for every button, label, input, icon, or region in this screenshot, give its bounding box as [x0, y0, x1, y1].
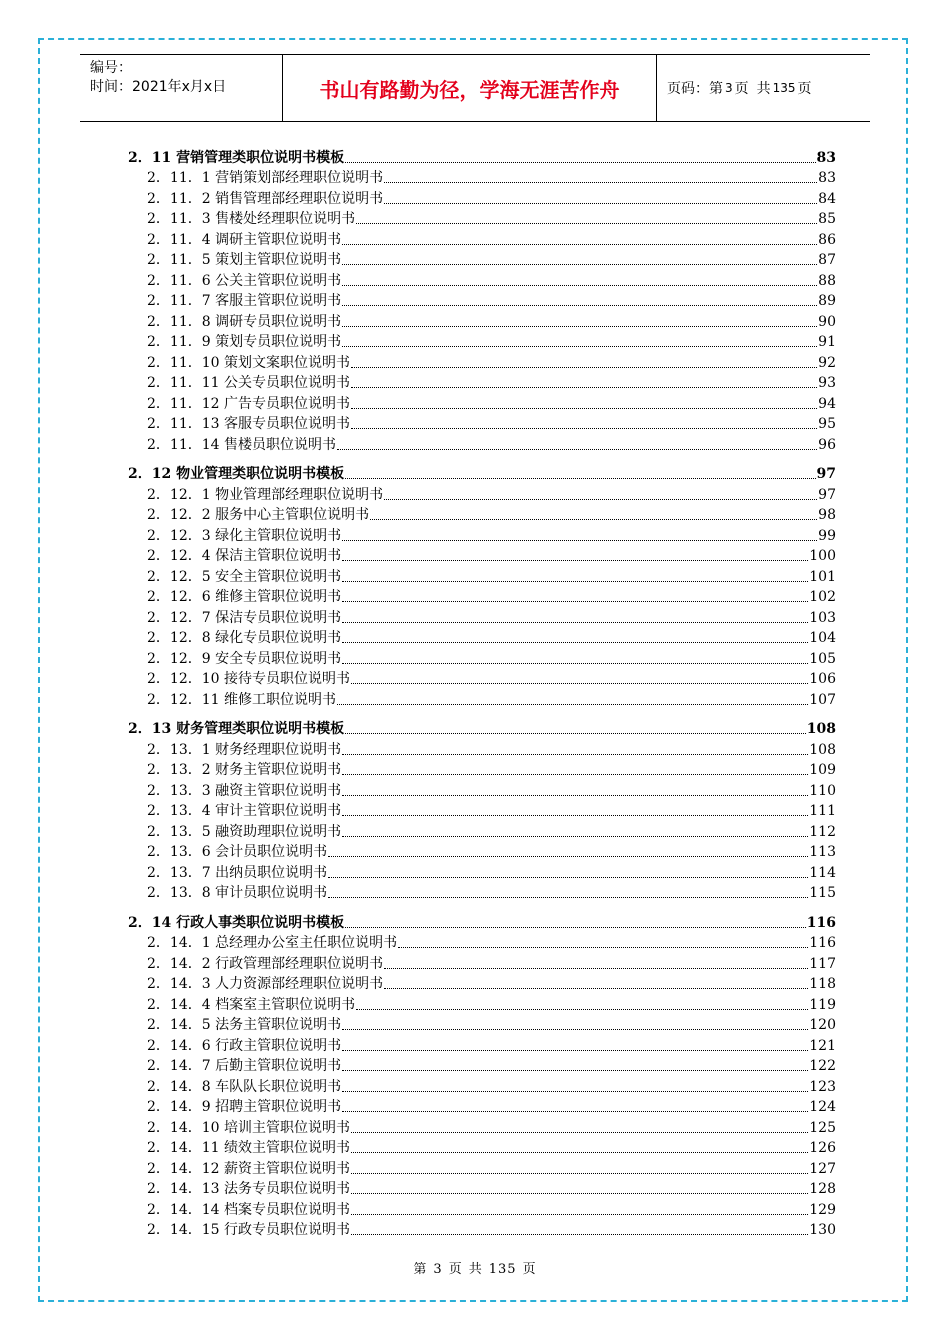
toc-dot-leader [345, 927, 806, 928]
toc-page-number: 117 [809, 955, 836, 972]
toc-entry-link[interactable] [128, 310, 836, 331]
toc-entry-link[interactable] [128, 1116, 836, 1137]
toc-entry-link[interactable] [128, 738, 836, 759]
toc-dot-leader [356, 1009, 808, 1010]
toc-page-number: 126 [809, 1140, 836, 1156]
document-time-label: 时间：2021年x月x日 [90, 79, 227, 95]
toc-entry-link[interactable] [128, 1096, 836, 1117]
toc-entry-link[interactable] [128, 882, 836, 903]
toc-entry-link[interactable] [128, 1075, 836, 1096]
toc-dot-leader [342, 815, 808, 816]
toc-entry-link[interactable] [128, 1219, 836, 1240]
toc-page-number: 83 [818, 170, 836, 186]
toc-entry-link[interactable] [128, 759, 836, 780]
toc-entry-title: 2．12．2 服务中心主管职位说明书 [147, 507, 370, 523]
toc-entry-title: 2．13 财务管理类职位说明书模板 [128, 721, 345, 737]
toc-entry-link[interactable] [128, 483, 836, 504]
toc-entry-title: 2．13．8 审计员职位说明书 [147, 885, 328, 901]
toc-page-number: 103 [809, 609, 836, 626]
toc-entry-link[interactable] [128, 1034, 836, 1055]
toc-entry-link[interactable] [128, 433, 836, 454]
toc-entry-title: 2．14．4 档案室主管职位说明书 [147, 996, 356, 1013]
toc-entry-title: 2．12．9 安全专员职位说明书 [147, 650, 342, 667]
toc-page-number: 110 [809, 782, 836, 799]
toc-dot-leader [345, 162, 815, 163]
toc-entry-title: 2．13．7 出纳员职位说明书 [147, 864, 328, 881]
toc-entry-link[interactable] [128, 228, 836, 249]
toc-entry-title: 2．12．4 保洁主管职位说明书 [147, 548, 342, 564]
toc-dot-leader [342, 601, 808, 602]
total-pages: 135 [772, 81, 796, 95]
toc-entry-title: 2．13．2 财务主管职位说明书 [147, 762, 342, 778]
toc-entry-link[interactable] [128, 668, 836, 689]
toc-page-number: 97 [816, 466, 836, 482]
toc-entry-link[interactable] [128, 1014, 836, 1035]
toc-page-number: 102 [809, 589, 836, 605]
toc-entry-title: 2．11．11 公关专员职位说明书 [147, 375, 350, 391]
toc-section-link[interactable] [128, 146, 836, 167]
toc-entry-link[interactable] [128, 249, 836, 270]
toc-entry-title: 2．14．10 培训主管职位说明书 [147, 1119, 350, 1136]
toc-entry-title: 2．11．2 销售管理部经理职位说明书 [147, 190, 384, 207]
toc-entry-title: 2．13．3 融资主管职位说明书 [147, 782, 342, 799]
total-unit: 页 [797, 81, 812, 97]
toc-dot-leader [342, 795, 808, 796]
footer-prefix: 第 [413, 1262, 428, 1277]
toc-dot-leader [384, 203, 817, 204]
toc-dot-leader [345, 478, 815, 479]
toc-page-number: 90 [818, 313, 836, 330]
toc-page-number: 84 [818, 190, 836, 207]
toc-entry-title: 2．13．6 会计员职位说明书 [147, 844, 328, 860]
toc-entry-title: 2．14．14 档案专员职位说明书 [147, 1201, 350, 1218]
toc-entry-link[interactable] [128, 269, 836, 290]
toc-entry-title: 2．14 行政人事类职位说明书模板 [128, 914, 345, 931]
toc-page-number: 86 [818, 231, 836, 248]
toc-page-number: 104 [809, 630, 836, 646]
page-header [80, 54, 870, 122]
toc-dot-leader [342, 754, 808, 755]
toc-page-number: 123 [809, 1078, 836, 1095]
toc-dot-leader [342, 1070, 808, 1071]
toc-dot-leader [384, 182, 817, 183]
toc-entry-link[interactable] [128, 331, 836, 352]
footer-total-prefix: 共 [468, 1262, 483, 1277]
toc-page-number: 130 [809, 1222, 836, 1238]
toc-dot-leader [342, 1111, 808, 1112]
toc-dot-leader [351, 1132, 808, 1133]
toc-page-number: 129 [809, 1201, 836, 1218]
header-meta [80, 55, 282, 121]
header-page-info [657, 55, 870, 121]
toc-entry-title: 2．11．10 策划文案职位说明书 [147, 354, 350, 371]
toc-entry-link[interactable] [128, 1055, 836, 1076]
toc-entry-link[interactable] [128, 800, 836, 821]
toc-entry-link[interactable] [128, 627, 836, 648]
toc-page-number: 121 [809, 1037, 836, 1054]
toc-entry-title: 2．12．8 绿化专员职位说明书 [147, 630, 342, 646]
toc-page-number: 116 [809, 935, 836, 951]
toc-entry-title: 2．14．7 后勤主管职位说明书 [147, 1058, 342, 1074]
toc-entry-title: 2．14．8 车队队长职位说明书 [147, 1078, 342, 1095]
toc-dot-leader [351, 428, 817, 429]
toc-dot-leader [328, 897, 808, 898]
toc-page-number: 101 [809, 568, 836, 585]
header-motto: 书山有路勤为径，学海无涯苦作舟 [282, 55, 657, 121]
toc-entry-link[interactable] [128, 688, 836, 709]
toc-page-number: 98 [818, 507, 836, 523]
toc-dot-leader [384, 968, 808, 969]
toc-page-number: 108 [809, 741, 836, 758]
toc-dot-leader [351, 1214, 808, 1215]
table-of-contents [128, 146, 836, 1239]
toc-dot-leader [351, 1152, 808, 1153]
toc-page-number: 92 [818, 354, 836, 371]
toc-entry-link[interactable] [128, 187, 836, 208]
toc-entry-title: 2．11．14 售楼员职位说明书 [147, 436, 336, 453]
toc-entry-link[interactable] [128, 351, 836, 372]
toc-page-number: 116 [806, 914, 836, 931]
toc-dot-leader [342, 581, 808, 582]
toc-entry-title: 2．12．1 物业管理部经理职位说明书 [147, 486, 384, 503]
toc-dot-leader [342, 1091, 808, 1092]
toc-entry-link[interactable] [128, 545, 836, 566]
toc-entry-title: 2．14．5 法务主管职位说明书 [147, 1017, 342, 1033]
toc-page-number: 94 [818, 395, 836, 412]
toc-dot-leader [351, 1173, 808, 1174]
footer-page-number: 3 [433, 1262, 443, 1277]
toc-entry-title: 2．14．3 人力资源部经理职位说明书 [147, 976, 384, 992]
toc-entry-link[interactable] [128, 779, 836, 800]
toc-page-number: 109 [809, 762, 836, 778]
toc-dot-leader [345, 733, 806, 734]
toc-dot-leader [342, 285, 817, 286]
toc-entry-link[interactable] [128, 820, 836, 841]
toc-page-number: 93 [818, 375, 836, 391]
toc-page-number: 113 [809, 844, 836, 860]
toc-dot-leader [342, 326, 817, 327]
toc-entry-title: 2．12．10 接待专员职位说明书 [147, 671, 350, 687]
toc-entry-title: 2．11 营销管理类职位说明书模板 [128, 149, 345, 166]
toc-entry-link[interactable] [128, 1157, 836, 1178]
toc-section-link[interactable] [128, 911, 836, 932]
toc-entry-title: 2．11．6 公关主管职位说明书 [147, 272, 342, 289]
toc-page-number: 107 [809, 691, 836, 708]
toc-dot-leader [342, 560, 808, 561]
footer-total-unit: 页 [522, 1262, 537, 1277]
toc-page-number: 127 [809, 1160, 836, 1177]
toc-entry-title: 2．12 物业管理类职位说明书模板 [128, 466, 345, 482]
toc-dot-leader [384, 499, 817, 500]
toc-entry-title: 2．11．1 营销策划部经理职位说明书 [147, 170, 384, 186]
toc-entry-title: 2．12．7 保洁专员职位说明书 [147, 609, 342, 626]
toc-dot-leader [398, 947, 808, 948]
total-label: 共 [756, 81, 771, 97]
toc-entry-link[interactable] [128, 524, 836, 545]
toc-entry-link[interactable] [128, 586, 836, 607]
toc-dot-leader [342, 774, 808, 775]
toc-entry-title: 2．14．11 绩效主管职位说明书 [147, 1140, 350, 1156]
toc-entry-title: 2．11．13 客服专员职位说明书 [147, 416, 350, 432]
toc-entry-link[interactable] [128, 932, 836, 953]
toc-dot-leader [342, 642, 808, 643]
toc-entry-link[interactable] [128, 565, 836, 586]
toc-dot-leader [342, 244, 817, 245]
toc-page-number: 85 [818, 211, 836, 227]
toc-entry-link[interactable] [128, 993, 836, 1014]
toc-entry-title: 2．14．1 总经理办公室主任职位说明书 [147, 935, 398, 951]
toc-dot-leader [342, 622, 808, 623]
toc-entry-title: 2．11．4 调研主管职位说明书 [147, 231, 342, 248]
toc-dot-leader [384, 988, 808, 989]
toc-page-number: 88 [818, 272, 836, 289]
toc-page-number: 87 [818, 252, 836, 268]
toc-dot-leader [351, 367, 817, 368]
toc-entry-title: 2．14．6 行政主管职位说明书 [147, 1037, 342, 1054]
toc-entry-link[interactable] [128, 1178, 836, 1199]
toc-entry-title: 2．12．11 维修工职位说明书 [147, 691, 336, 708]
toc-entry-title: 2．11．9 策划专员职位说明书 [147, 334, 342, 350]
toc-dot-leader [351, 387, 817, 388]
toc-dot-leader [328, 856, 808, 857]
toc-entry-link[interactable] [128, 1137, 836, 1158]
toc-entry-link[interactable] [128, 952, 836, 973]
toc-entry-link[interactable] [128, 647, 836, 668]
toc-entry-link[interactable] [128, 841, 836, 862]
toc-entry-title: 2．14．12 薪资主管职位说明书 [147, 1160, 350, 1177]
toc-page-number: 96 [818, 436, 836, 453]
toc-page-number: 115 [809, 885, 836, 901]
toc-entry-link[interactable] [128, 973, 836, 994]
toc-page-number: 124 [809, 1099, 836, 1115]
toc-entry-title: 2．13．1 财务经理职位说明书 [147, 741, 342, 758]
page-number: 3 [725, 81, 733, 95]
footer-page-unit: 页 [448, 1262, 463, 1277]
toc-dot-leader [342, 346, 817, 347]
toc-page-number: 105 [809, 650, 836, 667]
toc-entry-link[interactable] [128, 290, 836, 311]
toc-page-number: 128 [809, 1181, 836, 1197]
toc-page-number: 95 [818, 416, 836, 432]
toc-dot-leader [342, 836, 808, 837]
toc-entry-link[interactable] [128, 167, 836, 188]
toc-page-number: 120 [809, 1017, 836, 1033]
toc-dot-leader [337, 704, 808, 705]
toc-dot-leader [328, 877, 808, 878]
toc-dot-leader [351, 683, 808, 684]
toc-entry-title: 2．14．13 法务专员职位说明书 [147, 1181, 350, 1197]
toc-entry-link[interactable] [128, 208, 836, 229]
toc-dot-leader [342, 264, 817, 265]
toc-entry-title: 2．11．5 策划主管职位说明书 [147, 252, 342, 268]
toc-entry-title: 2．12．3 绿化主管职位说明书 [147, 527, 342, 544]
toc-section-link[interactable] [128, 718, 836, 739]
page-footer [0, 1258, 950, 1277]
toc-entry-link[interactable] [128, 413, 836, 434]
toc-dot-leader [370, 519, 817, 520]
toc-page-number: 108 [806, 721, 836, 737]
toc-entry-link[interactable] [128, 372, 836, 393]
toc-entry-title: 2．11．3 售楼处经理职位说明书 [147, 211, 356, 227]
toc-entry-title: 2．14．2 行政管理部经理职位说明书 [147, 955, 384, 972]
toc-entry-link[interactable] [128, 861, 836, 882]
toc-entry-title: 2．14．9 招聘主管职位说明书 [147, 1099, 342, 1115]
toc-entry-title: 2．13．4 审计主管职位说明书 [147, 803, 342, 819]
toc-dot-leader [356, 223, 817, 224]
toc-page-number: 83 [816, 149, 836, 166]
toc-entry-title: 2．11．8 调研专员职位说明书 [147, 313, 342, 330]
toc-entry-title: 2．12．6 维修主管职位说明书 [147, 589, 342, 605]
toc-page-number: 100 [809, 548, 836, 564]
toc-page-number: 99 [818, 527, 836, 544]
toc-section-link[interactable] [128, 463, 836, 484]
page-unit: 页 [734, 81, 749, 97]
toc-dot-leader [351, 1234, 808, 1235]
toc-entry-title: 2．11．7 客服主管职位说明书 [147, 293, 342, 309]
toc-entry-link[interactable] [128, 606, 836, 627]
toc-dot-leader [342, 305, 817, 306]
toc-entry-link[interactable] [128, 392, 836, 413]
toc-page-number: 89 [818, 293, 836, 309]
toc-entry-link[interactable] [128, 504, 836, 525]
toc-dot-leader [342, 1050, 808, 1051]
toc-page-number: 122 [809, 1058, 836, 1074]
footer-total-pages: 135 [488, 1262, 517, 1277]
document-number-label: 编号： [90, 60, 132, 76]
toc-page-number: 125 [809, 1119, 836, 1136]
toc-entry-title: 2．14．15 行政专员职位说明书 [147, 1222, 350, 1238]
toc-page-number: 119 [809, 996, 836, 1013]
toc-dot-leader [342, 1029, 808, 1030]
toc-page-number: 106 [809, 671, 836, 687]
toc-page-number: 112 [809, 823, 836, 840]
toc-dot-leader [351, 1193, 808, 1194]
toc-page-number: 97 [818, 486, 836, 503]
toc-page-number: 114 [809, 864, 836, 881]
toc-entry-link[interactable] [128, 1198, 836, 1219]
toc-dot-leader [337, 449, 817, 450]
toc-entry-title: 2．11．12 广告专员职位说明书 [147, 395, 350, 412]
toc-dot-leader [351, 408, 817, 409]
toc-entry-title: 2．13．5 融资助理职位说明书 [147, 823, 342, 840]
toc-dot-leader [342, 540, 817, 541]
toc-page-number: 111 [809, 803, 836, 819]
toc-dot-leader [342, 663, 808, 664]
toc-entry-title: 2．12．5 安全主管职位说明书 [147, 568, 342, 585]
page-label: 页码：第 [667, 81, 723, 97]
toc-page-number: 91 [818, 334, 836, 350]
toc-page-number: 118 [809, 976, 836, 992]
